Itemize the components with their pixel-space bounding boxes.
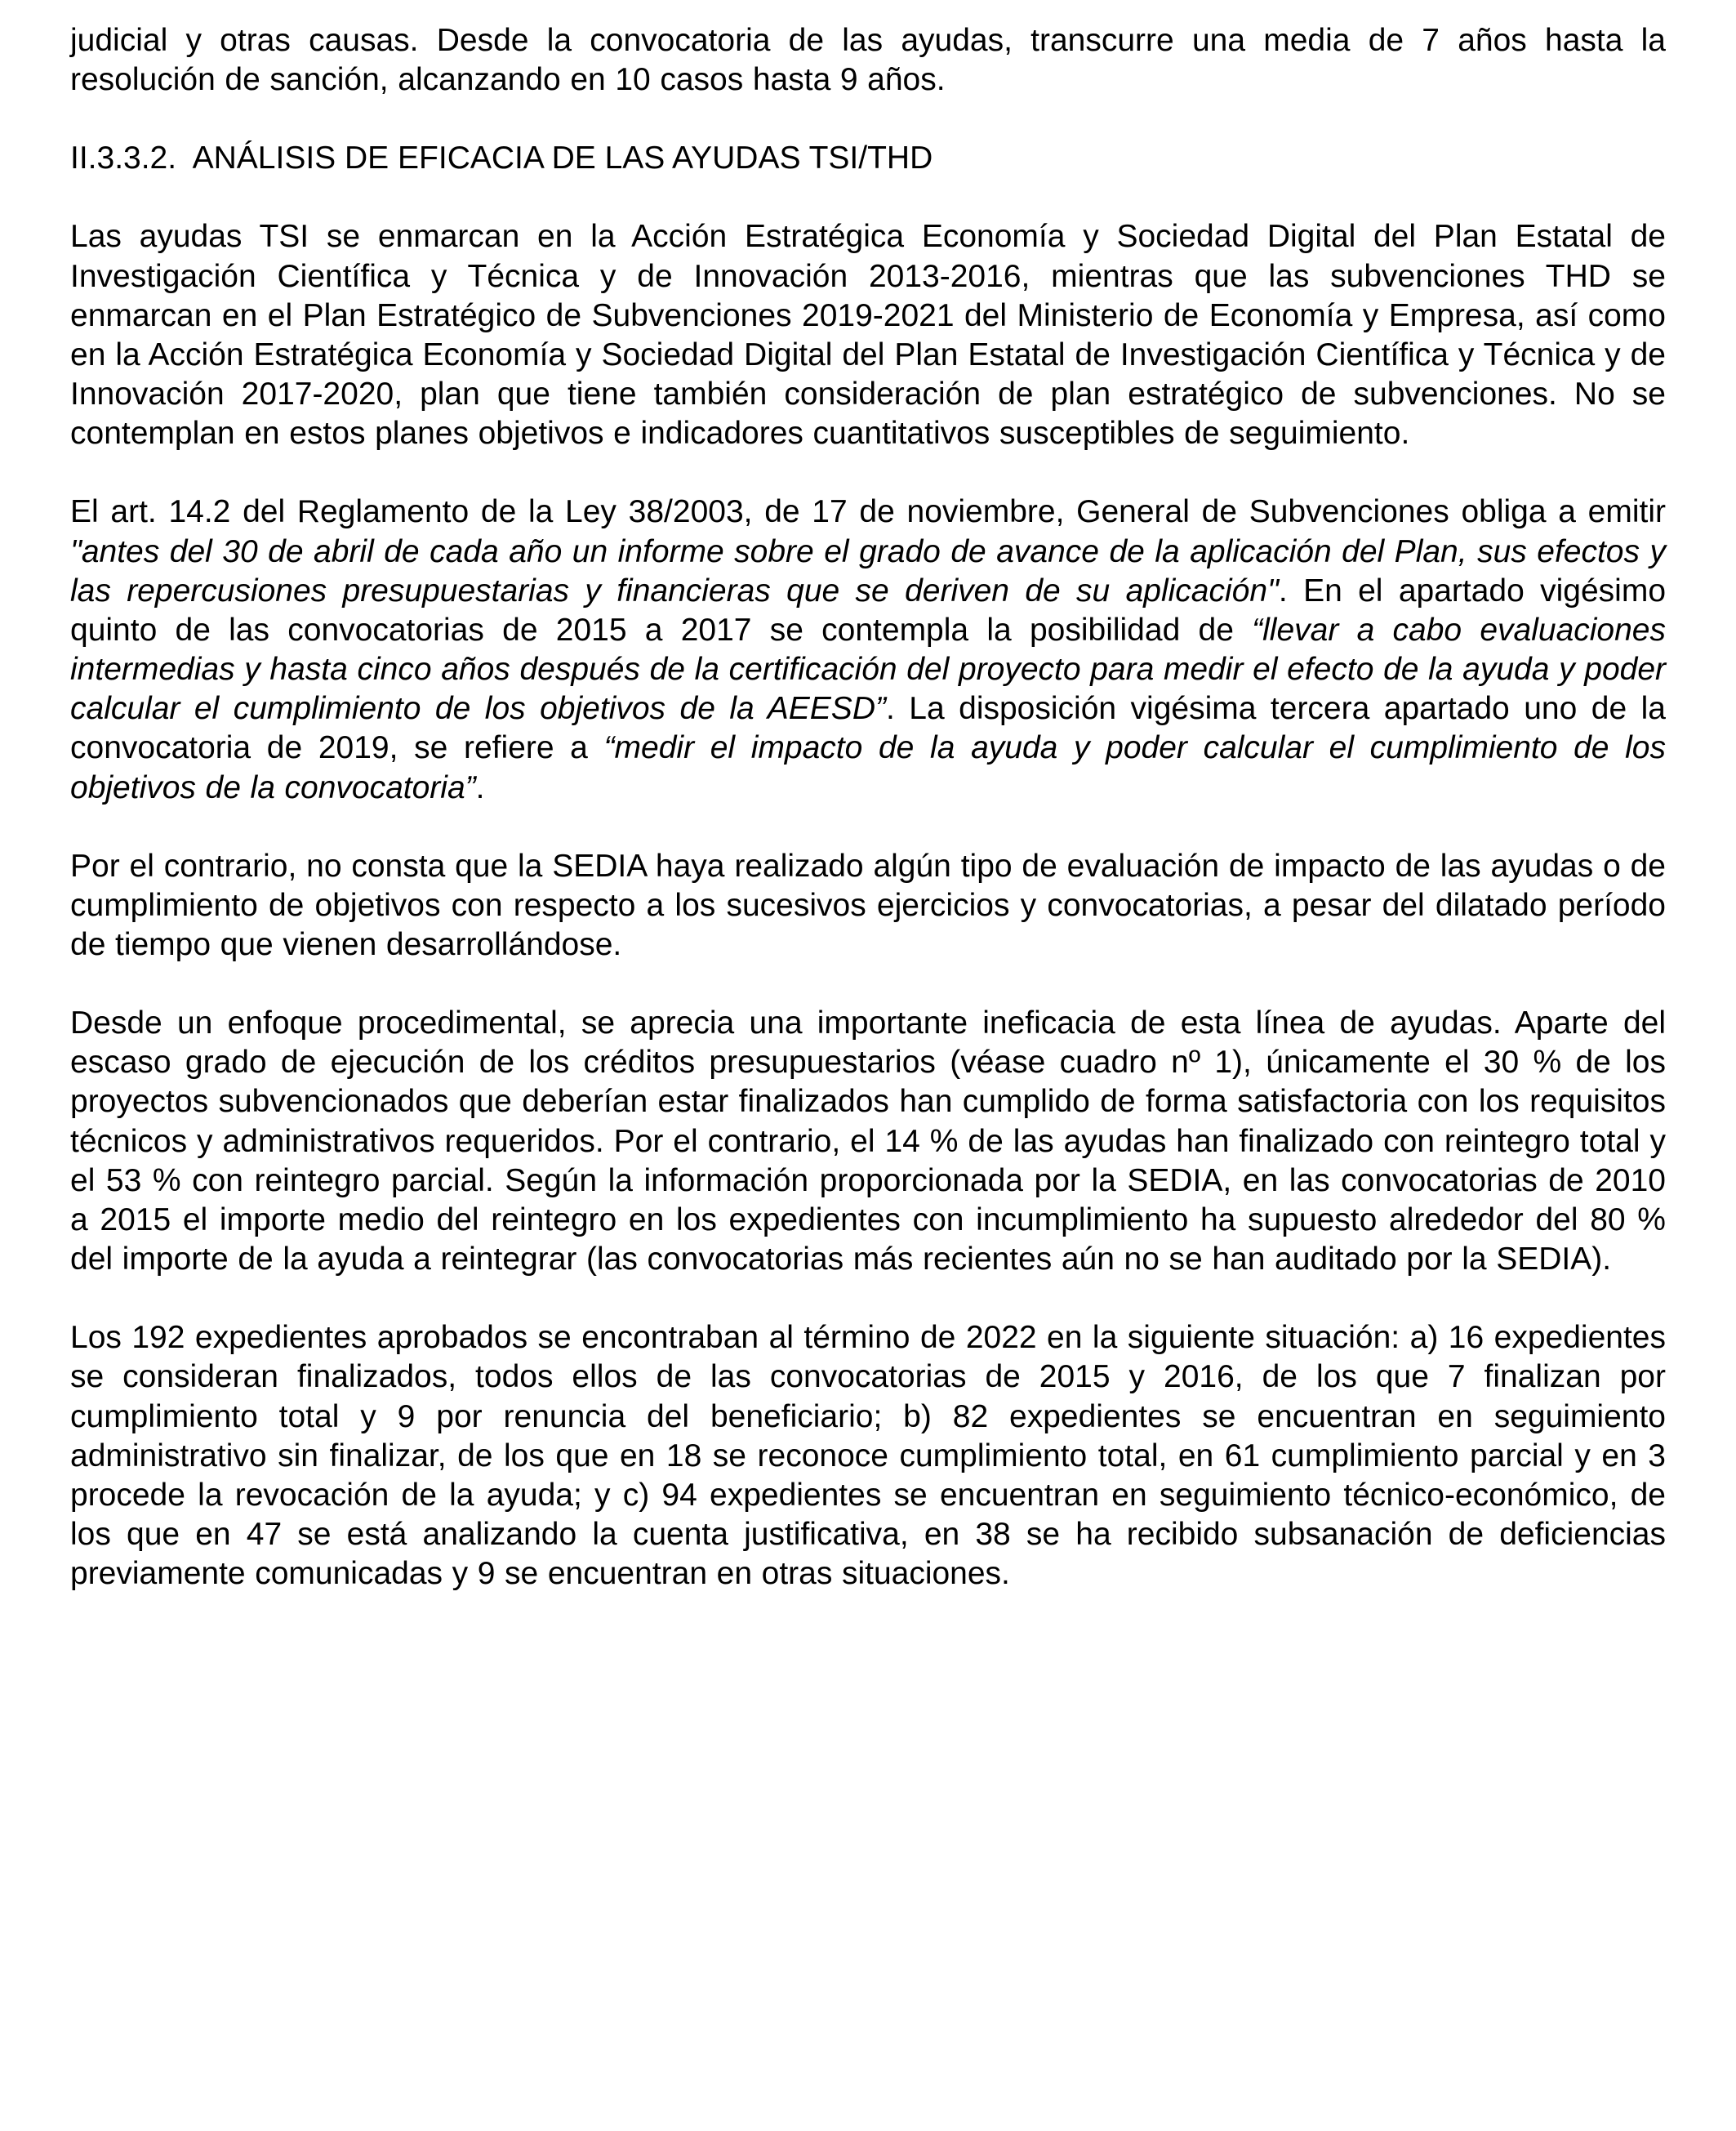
regulation-segment-3: . La disposición vigésima tercera apartado uno de la convocatoria de 2019, se refiere a [70,691,1666,766]
regulation-segment-4: . [475,769,485,805]
paragraph-sedia: Por el contrario, no consta que la SEDIA haya realizado algún tipo de evaluación de impacto de las ayudas o de cumplimiento de objetivos con respecto a los sucesivos ejercicios y convocatorias, a pesar del dilatado período de tiempo que vienen desarrollándose. [70,848,1666,962]
paragraph-ineficacia: Desde un enfoque procedimental, se aprecia una importante ineficacia de esta línea de ayudas. Aparte del escaso grado de ejecución de los créditos presupuestarios (véase cuadro nº 1), únicamente el 30 % de los proyectos subvencionados que deberían estar finalizados han cumplido de forma satisfactoria con los requisitos técnicos y administrativos requeridos. Por el contrario, el 14 % de las ayudas han finalizado con reintegro total y el 53 % con reintegro parcial. Según la información proporcionada por la SEDIA, en las convocatorias de 2010 a 2015 el importe medio del reintegro en los expedientes con incumplimiento ha supuesto alrededor del 80 % del importe de la ayuda a reintegrar (las convocatorias más recientes aún no se han auditado por la SEDIA). [70,1005,1666,1277]
regulation-quote-2: “llevar a cabo evaluaciones intermedias y hasta cinco años después de la certificación del proyecto para medir el efecto de la ayuda y poder calcular el cumplimiento de los objetivos de la AEESD” [70,612,1666,727]
regulation-segment-2: . En el apartado vigésimo quinto de las convocatorias de 2015 a 2017 se contempla la posibilidad de [70,573,1667,648]
regulation-quote-1: "antes del 30 de abril de cada año un informe sobre el grado de avance de la aplicación del Plan, sus efectos y las repercusiones presupuestarias y financieras que se deriven de su aplicación" [70,533,1666,609]
paragraph-expedientes: Los 192 expedientes aprobados se encontraban al término de 2022 en la siguiente situación: a) 16 expedientes se consideran finalizados, todos ellos de las convocatorias de 2015 y 2016, de los que 7 finalizan por cumplimiento total y 9 por renuncia del beneficiario; b) 82 expedientes se encuentran en seguimiento administrativo sin finalizar, de los que en 18 se reconoce cumplimiento total, en 61 cumplimiento parcial y en 3 procede la revocación de la ayuda; y c) 94 expedientes se encuentran en seguimiento técnico-económico, de los que en 47 se está analizando la cuenta justificativa, en 38 se ha recibido subsanación de deficiencias previamente comunicadas y 9 se encuentran en otras situaciones. [70,1320,1666,1592]
paragraph-intro: judicial y otras causas. Desde la convocatoria de las ayudas, transcurre una media de 7 años hasta la resolución de sanción, alcanzando en 10 casos hasta 9 años. [70,23,1666,98]
paragraph-plans: Las ayudas TSI se enmarcan en la Acción Estratégica Economía y Sociedad Digital del Plan Estatal de Investigación Científica y Técnica y de Innovación 2013-2016, mientras que las subvenciones THD se enmarcan en el Plan Estratégico de Subvenciones 2019-2021 del Ministerio de Economía y Empresa, así como en la Acción Estratégica Economía y Sociedad Digital del Plan Estatal de Investigación Científica y Técnica y de Innovación 2017-2020, plan que tiene también consideración de plan estratégico de subvenciones. No se contemplan en estos planes objetivos e indicadores cuantitativos susceptibles de seguimiento. [70,219,1666,452]
regulation-segment-1: El art. 14.2 del Reglamento de la Ley 38/2003, de 17 de noviembre, General de Subvenciones obliga a emitir [70,494,1666,530]
section-heading: II.3.3.2. ANÁLISIS DE EFICACIA DE LAS AYUDAS TSI/THD [70,140,933,176]
regulation-quote-3: “medir el impacto de la ayuda y poder calcular el cumplimiento de los objetivos de la convocatoria” [70,730,1666,805]
paragraph-regulation [70,493,1666,807]
